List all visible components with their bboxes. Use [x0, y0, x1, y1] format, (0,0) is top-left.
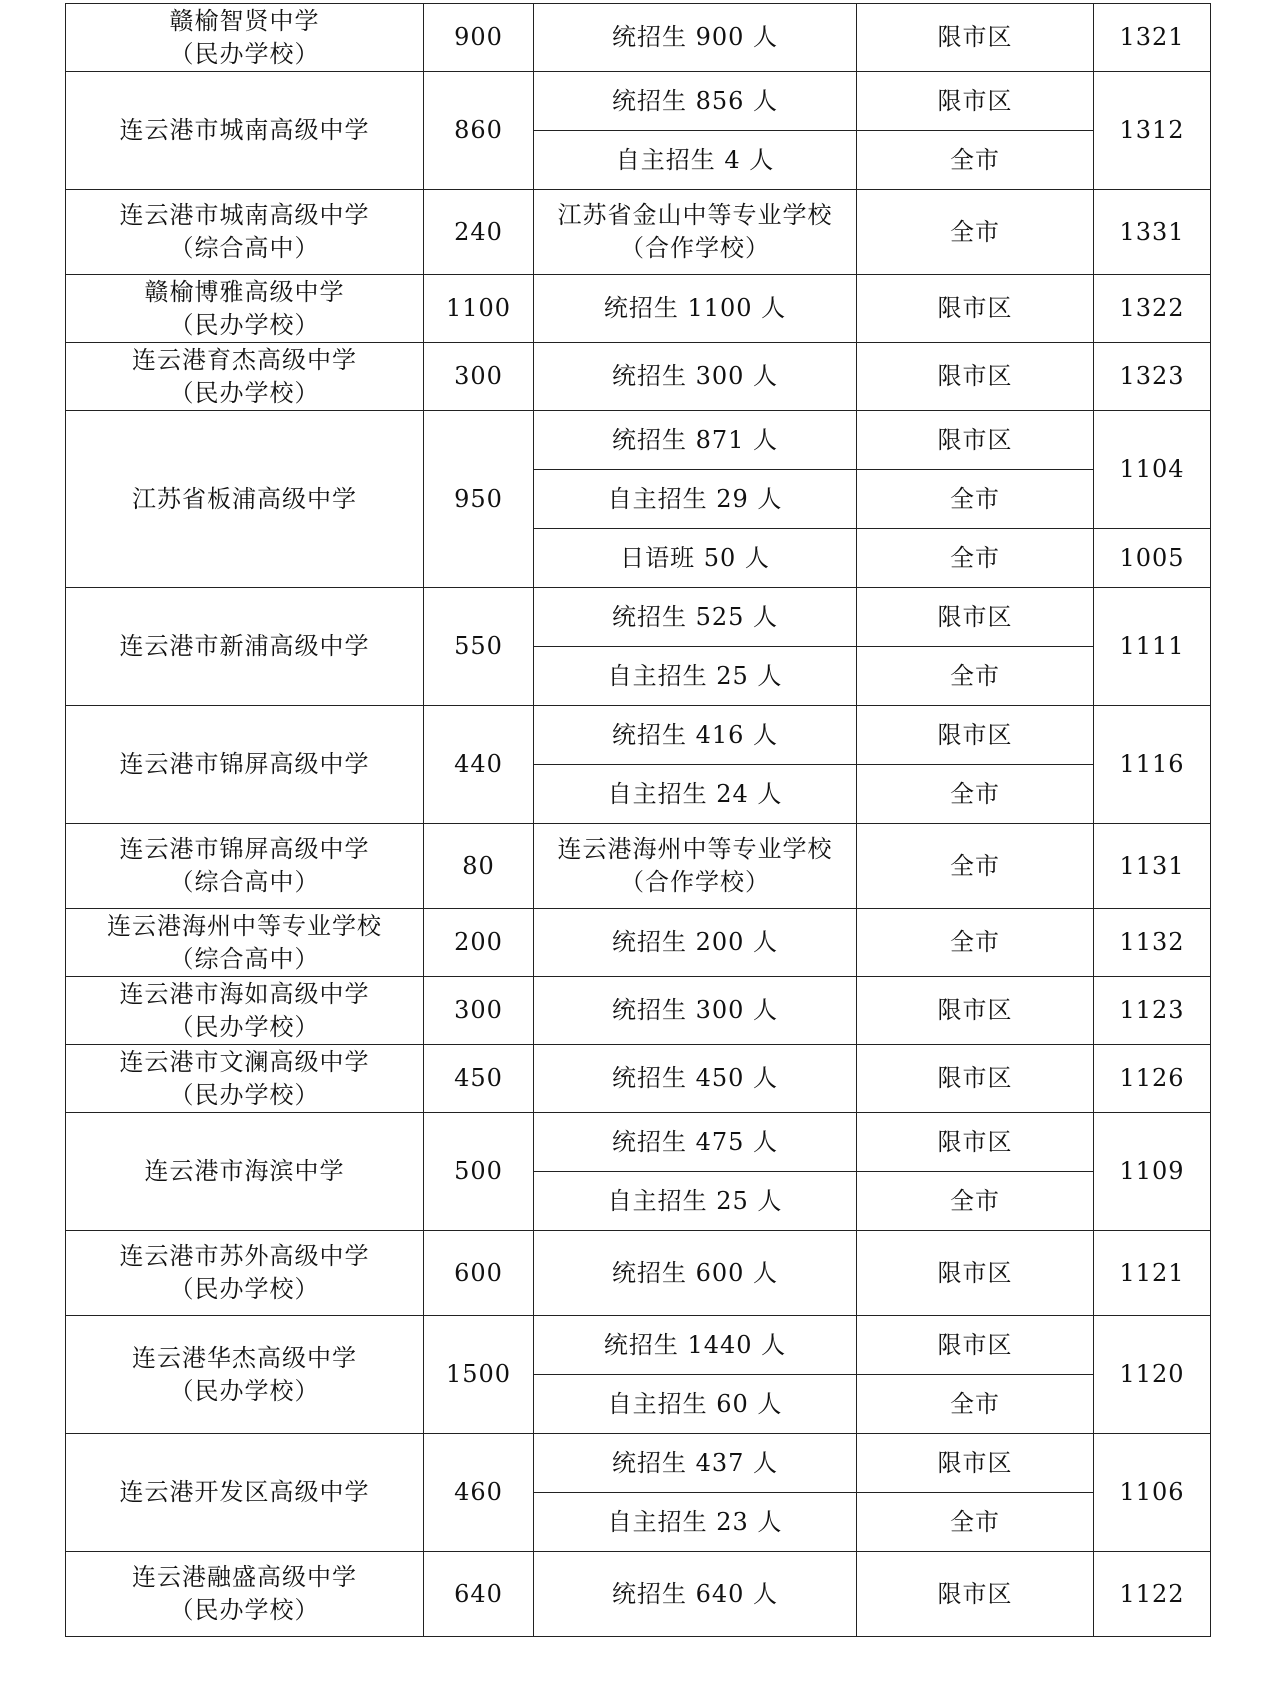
plan-cell: 统招生 600 人 [534, 1231, 857, 1316]
plan-cell: 统招生 1100 人 [534, 275, 857, 343]
scope-cell: 限市区 [857, 588, 1094, 647]
school-name-cell: 连云港市海滨中学 [66, 1113, 424, 1231]
code-cell: 1323 [1094, 343, 1211, 411]
scope-cell: 全市 [857, 190, 1094, 275]
total-cell: 500 [424, 1113, 534, 1231]
total-cell: 300 [424, 343, 534, 411]
scope-cell: 全市 [857, 470, 1094, 529]
table-row [66, 1434, 1211, 1493]
school-name-cell: 连云港市海如高级中学 （民办学校） [66, 977, 424, 1045]
code-cell: 1322 [1094, 275, 1211, 343]
plan-cell: 日语班 50 人 [534, 529, 857, 588]
school-name-cell: 连云港育杰高级中学 （民办学校） [66, 343, 424, 411]
scope-cell: 全市 [857, 1493, 1094, 1552]
plan-cell: 自主招生 60 人 [534, 1375, 857, 1434]
table-row [66, 343, 1211, 411]
table-row [66, 1231, 1211, 1316]
scope-cell: 限市区 [857, 72, 1094, 131]
school-name-cell: 连云港开发区高级中学 [66, 1434, 424, 1552]
code-cell: 1331 [1094, 190, 1211, 275]
plan-cell: 统招生 416 人 [534, 706, 857, 765]
code-cell: 1104 [1094, 411, 1211, 529]
table-row [66, 411, 1211, 470]
school-name-cell: 连云港市锦屏高级中学 [66, 706, 424, 824]
scope-cell: 全市 [857, 765, 1094, 824]
scope-cell: 全市 [857, 1172, 1094, 1231]
scope-cell: 全市 [857, 824, 1094, 909]
table-row [66, 190, 1211, 275]
scope-cell: 限市区 [857, 977, 1094, 1045]
code-cell: 1111 [1094, 588, 1211, 706]
plan-cell: 统招生 475 人 [534, 1113, 857, 1172]
plan-cell: 统招生 856 人 [534, 72, 857, 131]
table-row [66, 275, 1211, 343]
plan-cell: 自主招生 23 人 [534, 1493, 857, 1552]
school-name-cell: 连云港市锦屏高级中学 （综合高中） [66, 824, 424, 909]
table-row [66, 4, 1211, 72]
scope-cell: 全市 [857, 1375, 1094, 1434]
plan-cell: 自主招生 4 人 [534, 131, 857, 190]
school-name-cell: 连云港市新浦高级中学 [66, 588, 424, 706]
table-row [66, 824, 1211, 909]
school-name-cell: 连云港市文澜高级中学 （民办学校） [66, 1045, 424, 1113]
code-cell: 1122 [1094, 1552, 1211, 1637]
code-cell: 1121 [1094, 1231, 1211, 1316]
plan-cell: 自主招生 25 人 [534, 1172, 857, 1231]
plan-cell: 自主招生 24 人 [534, 765, 857, 824]
scope-cell: 全市 [857, 131, 1094, 190]
plan-cell: 统招生 300 人 [534, 343, 857, 411]
scope-cell: 全市 [857, 647, 1094, 706]
total-cell: 450 [424, 1045, 534, 1113]
plan-cell: 连云港海州中等专业学校 （合作学校） [534, 824, 857, 909]
code-cell: 1106 [1094, 1434, 1211, 1552]
code-cell: 1312 [1094, 72, 1211, 190]
table-row [66, 706, 1211, 765]
table-row [66, 72, 1211, 131]
school-name-cell: 连云港市城南高级中学 （综合高中） [66, 190, 424, 275]
scope-cell: 全市 [857, 529, 1094, 588]
scope-cell: 限市区 [857, 4, 1094, 72]
table-row [66, 909, 1211, 977]
code-cell: 1321 [1094, 4, 1211, 72]
school-name-cell: 连云港市苏外高级中学 （民办学校） [66, 1231, 424, 1316]
table-row [66, 588, 1211, 647]
enrollment-table [65, 3, 1211, 1637]
code-cell: 1132 [1094, 909, 1211, 977]
plan-cell: 统招生 525 人 [534, 588, 857, 647]
total-cell: 1500 [424, 1316, 534, 1434]
table-row [66, 1552, 1211, 1637]
total-cell: 550 [424, 588, 534, 706]
total-cell: 200 [424, 909, 534, 977]
school-name-cell: 连云港融盛高级中学 （民办学校） [66, 1552, 424, 1637]
code-cell: 1126 [1094, 1045, 1211, 1113]
code-cell: 1131 [1094, 824, 1211, 909]
plan-cell: 统招生 900 人 [534, 4, 857, 72]
scope-cell: 限市区 [857, 1434, 1094, 1493]
plan-cell: 统招生 1440 人 [534, 1316, 857, 1375]
code-cell: 1120 [1094, 1316, 1211, 1434]
total-cell: 460 [424, 1434, 534, 1552]
code-cell: 1109 [1094, 1113, 1211, 1231]
scope-cell: 全市 [857, 909, 1094, 977]
total-cell: 300 [424, 977, 534, 1045]
school-name-cell: 赣榆智贤中学 （民办学校） [66, 4, 424, 72]
total-cell: 900 [424, 4, 534, 72]
plan-cell: 自主招生 29 人 [534, 470, 857, 529]
scope-cell: 限市区 [857, 1316, 1094, 1375]
table-row [66, 1316, 1211, 1375]
plan-cell: 统招生 300 人 [534, 977, 857, 1045]
total-cell: 950 [424, 411, 534, 588]
school-name-cell: 江苏省板浦高级中学 [66, 411, 424, 588]
school-name-cell: 赣榆博雅高级中学 （民办学校） [66, 275, 424, 343]
total-cell: 860 [424, 72, 534, 190]
scope-cell: 限市区 [857, 1552, 1094, 1637]
scope-cell: 限市区 [857, 1045, 1094, 1113]
plan-cell: 统招生 200 人 [534, 909, 857, 977]
table-row [66, 977, 1211, 1045]
plan-cell: 统招生 437 人 [534, 1434, 857, 1493]
scope-cell: 限市区 [857, 1231, 1094, 1316]
total-cell: 240 [424, 190, 534, 275]
school-name-cell: 连云港华杰高级中学 （民办学校） [66, 1316, 424, 1434]
code-cell: 1005 [1094, 529, 1211, 588]
table-row [66, 1113, 1211, 1172]
scope-cell: 限市区 [857, 706, 1094, 765]
school-name-cell: 连云港市城南高级中学 [66, 72, 424, 190]
plan-cell: 自主招生 25 人 [534, 647, 857, 706]
plan-cell: 江苏省金山中等专业学校 （合作学校） [534, 190, 857, 275]
plan-cell: 统招生 640 人 [534, 1552, 857, 1637]
school-name-cell: 连云港海州中等专业学校 （综合高中） [66, 909, 424, 977]
total-cell: 440 [424, 706, 534, 824]
code-cell: 1116 [1094, 706, 1211, 824]
total-cell: 640 [424, 1552, 534, 1637]
total-cell: 80 [424, 824, 534, 909]
scope-cell: 限市区 [857, 343, 1094, 411]
total-cell: 600 [424, 1231, 534, 1316]
scope-cell: 限市区 [857, 275, 1094, 343]
table-row [66, 1045, 1211, 1113]
scope-cell: 限市区 [857, 1113, 1094, 1172]
code-cell: 1123 [1094, 977, 1211, 1045]
plan-cell: 统招生 871 人 [534, 411, 857, 470]
scope-cell: 限市区 [857, 411, 1094, 470]
total-cell: 1100 [424, 275, 534, 343]
plan-cell: 统招生 450 人 [534, 1045, 857, 1113]
